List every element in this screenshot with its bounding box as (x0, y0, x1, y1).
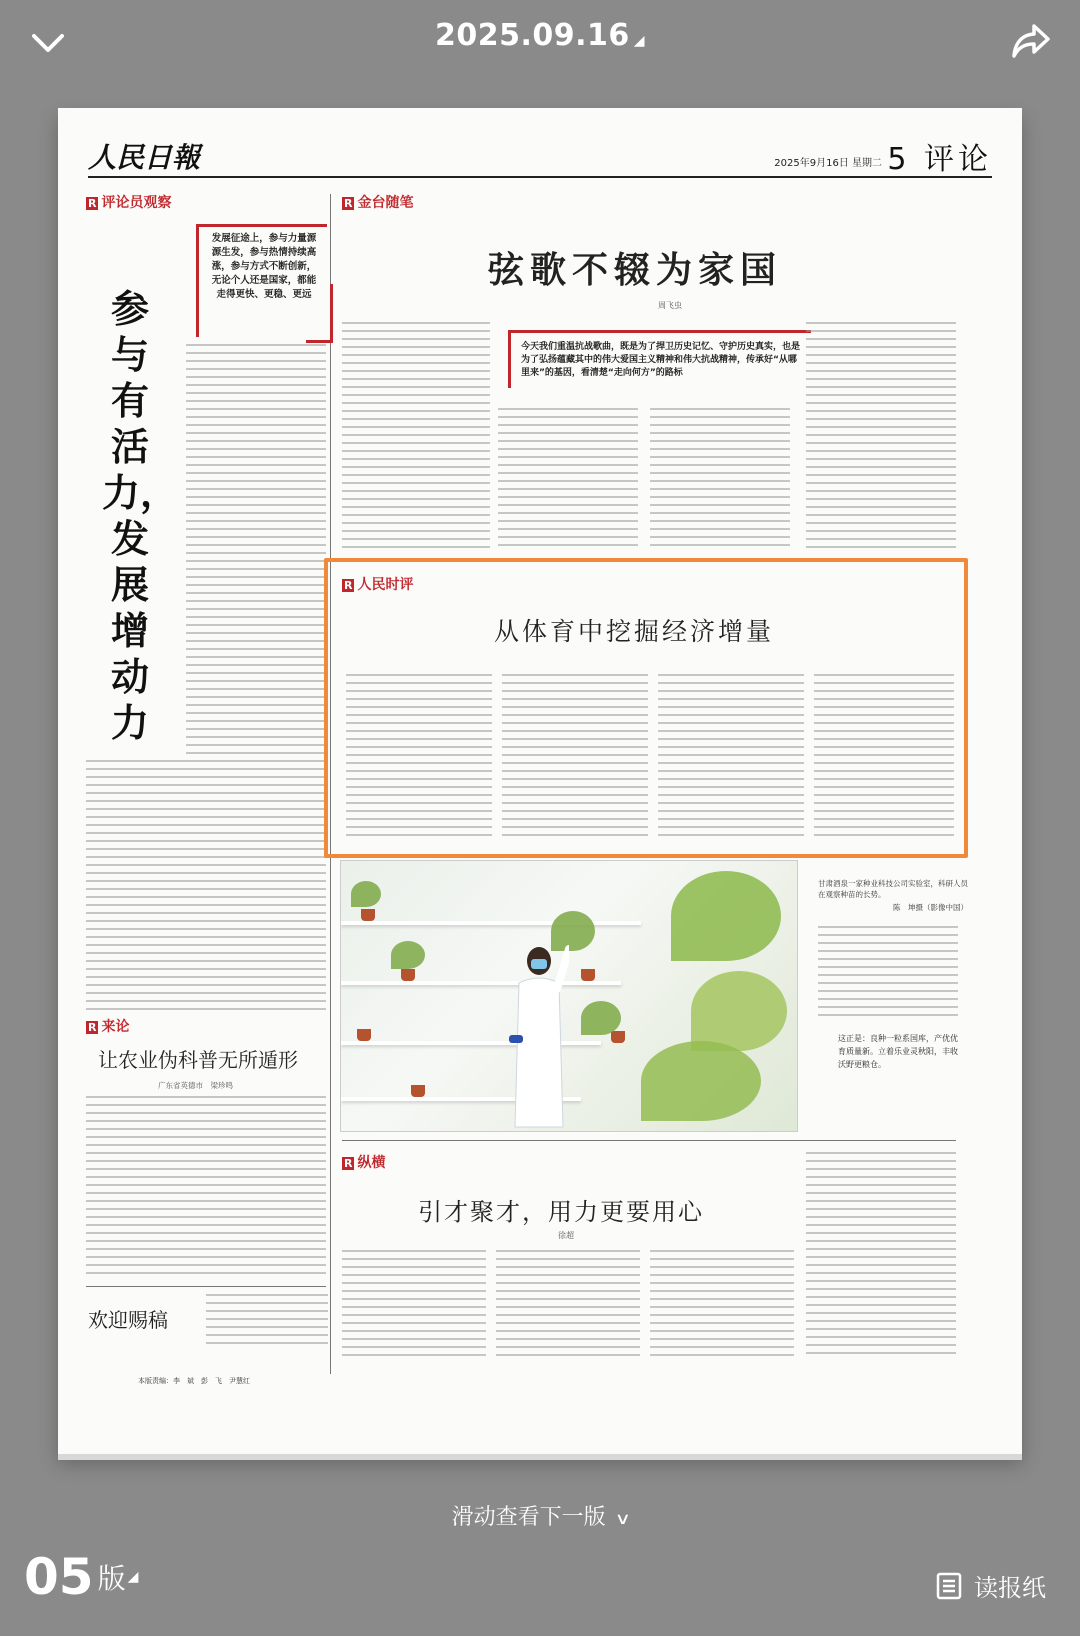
leaf (581, 1001, 621, 1035)
plant-pot (611, 1031, 625, 1043)
main-article-body-continued (86, 760, 326, 1014)
plant-pot (581, 969, 595, 981)
golden-body-col1 (342, 322, 490, 550)
section-zongheng: R 纵横 (344, 1155, 386, 1171)
people-body-col4 (814, 674, 954, 838)
leaf (691, 971, 787, 1051)
masthead-date: 2025年9月16日 星期二 (774, 158, 882, 169)
caret-icon: ◢ (633, 33, 646, 49)
list-document-icon (936, 1572, 962, 1600)
plant-pot (361, 909, 375, 921)
top-bar (0, 0, 1080, 90)
plant-pot (411, 1085, 425, 1097)
lab-photo[interactable] (340, 860, 798, 1132)
caret-icon: ◢ (127, 1569, 139, 1585)
next-page-label: 滑动查看下一版 (451, 1505, 606, 1530)
zongheng-body-col3 (650, 1250, 794, 1356)
golden-pull-quote: 今天我们重温抗战歌曲，既是为了捍卫历史记忆、守护历史真实，也是为了弘扬蕴藏其中的伟大爱国主义精神和伟大抗战精神，传承好“从哪里来”的基因，看清楚“走向何方”的路标 (508, 330, 811, 388)
issue-date: 2025.09.16 (434, 18, 630, 53)
people-body-col2 (502, 674, 648, 838)
zongheng-body-col4 (806, 1152, 956, 1356)
photo-caption-text: 甘肃酒泉一家种业科技公司实验室，科研人员在观察种苗的长势。 (818, 879, 968, 899)
lailun-body (86, 1096, 326, 1274)
zongheng-body-col2 (496, 1250, 640, 1356)
contribution-notice (206, 1294, 328, 1350)
issue-date-selector[interactable] (0, 18, 1080, 53)
section-golden: R 金台随笔 (344, 195, 414, 211)
shelf (341, 921, 641, 925)
edition-label: 版 (97, 1562, 126, 1595)
section-lailun: R 来论 (88, 1019, 130, 1035)
plant-pot (401, 969, 415, 981)
golden-author: 周飞虫 (658, 301, 682, 310)
people-body-col3 (658, 674, 804, 838)
zongheng-title[interactable]: 引才聚才，用力更要用心 (418, 1198, 704, 1226)
main-article-body (186, 344, 326, 754)
lailun-title[interactable]: 让农业伪科普无所遁形 (98, 1048, 298, 1072)
next-page-hint[interactable] (0, 1500, 1080, 1531)
golden-body-col3 (650, 408, 790, 550)
photo-credit: 陈 坤摄（影像中国） (893, 903, 968, 912)
share-icon[interactable] (1010, 20, 1052, 62)
shelf (341, 981, 621, 985)
photo-caption (818, 878, 968, 913)
leaf (391, 941, 425, 969)
read-newspaper-label: 读报纸 (974, 1574, 1046, 1602)
plant-pot (357, 1029, 371, 1041)
golden-title[interactable]: 弦歌不辍为家国 (488, 250, 783, 291)
read-newspaper-button[interactable] (936, 1568, 1046, 1603)
main-article-title[interactable]: 参与有活力，发展增动力 (102, 287, 179, 745)
leaf (641, 1041, 761, 1121)
photo-side-text (818, 926, 958, 1022)
section-observer: R 评论员观察 (88, 195, 172, 211)
newspaper-logo: 人民日報 (88, 141, 201, 174)
newspaper-page[interactable] (58, 108, 1022, 1454)
main-pull-quote: 发展征途上，参与力量源源生发，参与热情持续高涨，参与方式不断创新，无论个人还是国家，都能走得更快、更稳、更远 (211, 233, 317, 300)
page-editors: 本版责编：李 斌 彭 飞 尹慧红 (138, 1377, 250, 1385)
leaf (671, 871, 781, 961)
page-number-label: 5 评论 (887, 142, 992, 177)
lailun-author: 广东省英德市 梁珍鸣 (158, 1081, 233, 1090)
researcher-figure (509, 939, 569, 1129)
section-people: R 人民时评 (344, 577, 414, 593)
leaf (351, 881, 381, 907)
golden-body-col4 (806, 322, 956, 550)
chevron-down-icon: ∨ (614, 1509, 631, 1528)
edition-number: 05 (24, 1548, 94, 1606)
people-body-col1 (346, 674, 492, 838)
golden-body-col2 (498, 408, 638, 550)
masthead (88, 136, 992, 178)
divider (86, 1286, 326, 1287)
edition-selector[interactable] (24, 1548, 138, 1606)
welcome-contributions: 欢迎赐稿 (88, 1308, 168, 1332)
people-title[interactable]: 从体育中挖掘经济增量 (494, 617, 775, 646)
divider (342, 1140, 956, 1141)
zongheng-body-col1 (342, 1250, 486, 1356)
poem: 这正是：良种一粒系国库，产优优育质量新。立着乐业灵秋阳，丰收沃野更粮仓。 (838, 1034, 958, 1069)
zongheng-author: 徐超 (558, 1231, 574, 1240)
